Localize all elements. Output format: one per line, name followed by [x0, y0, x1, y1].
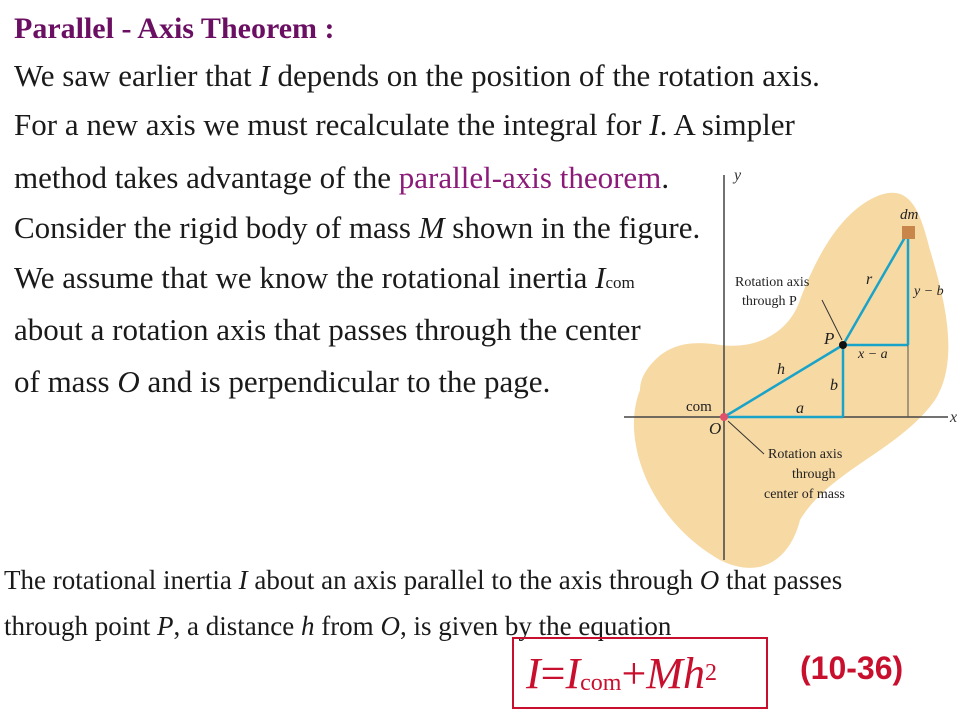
P-label: P	[824, 329, 835, 348]
b-label: b	[830, 377, 838, 394]
h-label: h	[777, 361, 785, 378]
axis-through-com-label-2: through	[792, 467, 836, 482]
axis-through-P-label-1: Rotation axis	[735, 275, 810, 290]
text-line-6: about a rotation axis that passes through the center	[14, 312, 641, 347]
a-label: a	[796, 400, 804, 417]
y-minus-b-label: y − b	[914, 284, 944, 299]
bottom-line-2: through point P, a distance h from O, is given by the equation	[4, 611, 672, 641]
com-label: com	[686, 399, 712, 415]
text-line-7: of mass O and is perpendicular to the page.	[14, 364, 551, 399]
point-P	[839, 341, 847, 349]
x-minus-a-label: x − a	[858, 347, 888, 362]
equation-number: (10-36)	[800, 650, 904, 686]
axis-through-P-label-2: through P	[742, 294, 797, 309]
O-label: O	[709, 419, 722, 438]
x-axis-label: x	[950, 409, 958, 426]
dm-label: dm	[900, 207, 919, 223]
highlight-term: parallel-axis theorem	[398, 160, 662, 195]
text-line-5: We assume that we know the rotational inertia Icom	[14, 260, 635, 295]
slide-title: Parallel - Axis Theorem :	[14, 12, 335, 45]
text-line-4: Consider the rigid body of mass M shown in the figure.	[14, 210, 701, 245]
text-line-1: We saw earlier that I depends on the position of the rotation axis.	[14, 58, 820, 93]
y-axis-label: y	[734, 167, 742, 184]
axis-through-com-label-1: Rotation axis	[768, 447, 843, 462]
axis-through-com-label-3: center of mass	[764, 487, 845, 502]
bottom-line-1: The rotational inertia I about an axis parallel to the axis through O that passes	[4, 565, 843, 595]
text-line-2: For a new axis we must recalculate the integral for I. A simpler	[14, 107, 795, 142]
mass-element-dm	[902, 226, 915, 239]
parallel-axis-equation: I = I com + Mh 2	[512, 637, 768, 709]
rigid-body-shape	[634, 193, 948, 568]
r-label: r	[866, 271, 873, 288]
text-line-3: method takes advantage of the parallel-axis theorem.	[14, 160, 670, 195]
